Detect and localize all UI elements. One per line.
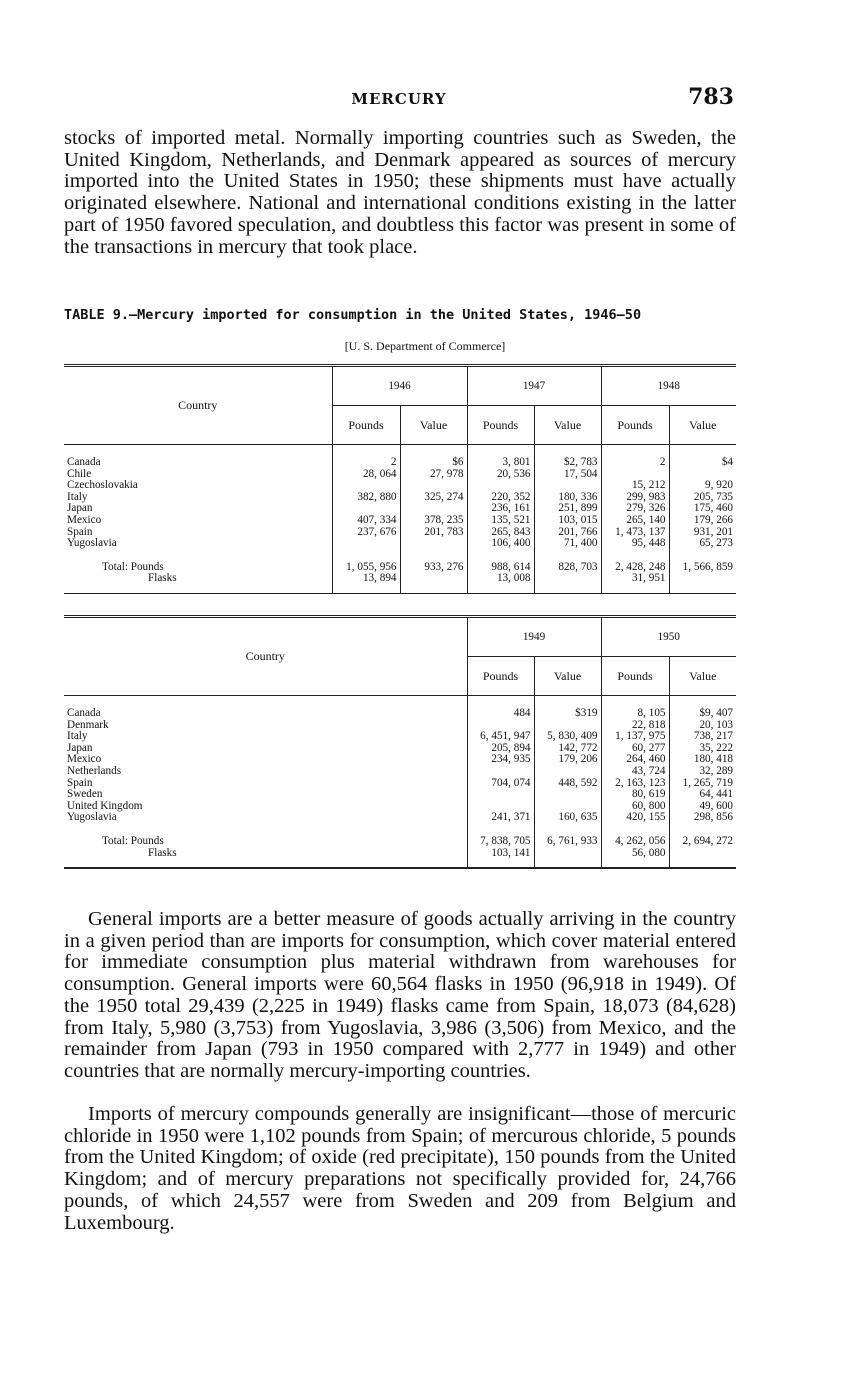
data-cell: 180, 336 [534, 492, 601, 504]
data-cell: 15, 212 [601, 480, 669, 492]
year-header: 1950 [601, 617, 736, 657]
data-cell [467, 789, 534, 801]
data-cell: 299, 983 [601, 492, 669, 504]
table-row [64, 708, 736, 720]
country-cell: Yugoslavia [67, 812, 117, 824]
table-row [64, 812, 736, 824]
total-cell: 2, 694, 272 [669, 836, 736, 848]
data-cell: 265, 140 [601, 515, 669, 527]
intro-paragraph: stocks of imported metal. Normally importing countries such as Sweden, the United Kingdom, Netherlands, and Denmark appeared as sources of mercury imported into the United States in 1950; these shipments must have actually originated elsewhere. National and international conditions existing in the latter part of 1950 favored speculation, and doubtless this factor was present in some of the transactions in mercury that took place. [64, 127, 736, 258]
data-cell: $6 [400, 457, 467, 469]
data-cell: 103, 015 [534, 515, 601, 527]
data-cell: 237, 676 [332, 527, 400, 539]
table-row [64, 789, 736, 801]
data-cell: 931, 201 [669, 527, 736, 539]
total-cell: 103, 141 [467, 848, 534, 860]
country-cell: Yugoslavia [67, 538, 117, 550]
data-cell: 382, 880 [332, 492, 400, 504]
data-cell: 220, 352 [467, 492, 534, 504]
total-cell: 13, 008 [467, 573, 534, 585]
data-cell: 241, 371 [467, 812, 534, 824]
data-cell: 407, 334 [332, 515, 400, 527]
country-cell: Canada [67, 457, 101, 468]
data-cell: 420, 155 [601, 812, 669, 824]
data-cell: 236, 161 [467, 503, 534, 515]
table-row [64, 457, 736, 469]
country-cell: Spain [67, 777, 93, 789]
data-cell: 205, 735 [669, 492, 736, 504]
country-cell: Italy [67, 731, 88, 743]
total-cell: 31, 951 [601, 573, 669, 585]
data-cell: 325, 274 [400, 492, 467, 504]
country-column-header: Country [64, 366, 332, 445]
data-cell: 5, 830, 409 [534, 731, 601, 743]
total-cell: 1, 566, 859 [669, 562, 736, 574]
data-cell [467, 766, 534, 778]
data-cell: 32, 289 [669, 766, 736, 778]
data-cell: 71, 400 [534, 538, 601, 550]
table-body [64, 445, 736, 594]
data-cell: $4 [669, 457, 736, 469]
data-cell: 234, 935 [467, 754, 534, 766]
total-cell: 13, 894 [332, 573, 400, 585]
data-cell: 95, 448 [601, 538, 669, 550]
data-cell: 20, 103 [669, 720, 736, 732]
pounds-column-header: Pounds [601, 657, 669, 696]
year-header: 1946 [332, 366, 467, 406]
country-cell: Italy [67, 491, 88, 503]
data-cell: 265, 843 [467, 527, 534, 539]
data-cell: 43, 724 [601, 766, 669, 778]
data-cell: 1, 265, 719 [669, 778, 736, 790]
data-cell: 378, 235 [400, 515, 467, 527]
table-row [64, 538, 736, 550]
data-cell: 27, 978 [400, 469, 467, 481]
total-pounds-row [64, 836, 736, 848]
data-cell: 2 [601, 457, 669, 469]
country-cell: United Kingdom [67, 800, 143, 812]
country-cell: Japan [67, 503, 93, 515]
total-cell: 56, 080 [601, 848, 669, 860]
total-cell [669, 573, 736, 585]
total-cell: 1, 055, 956 [332, 562, 400, 574]
data-cell: 6, 451, 947 [467, 731, 534, 743]
data-cell: 22, 818 [601, 720, 669, 732]
data-cell: 1, 473, 137 [601, 527, 669, 539]
data-cell: 484 [467, 708, 534, 720]
table-body [64, 696, 736, 869]
data-cell: 64, 441 [669, 789, 736, 801]
data-cell: 80, 619 [601, 789, 669, 801]
data-cell: 179, 266 [669, 515, 736, 527]
value-column-header: Value [400, 406, 467, 445]
data-cell: 8, 105 [601, 708, 669, 720]
data-cell: 448, 592 [534, 778, 601, 790]
data-cell: 179, 206 [534, 754, 601, 766]
data-cell: 49, 600 [669, 801, 736, 813]
country-cell: Mexico [67, 514, 102, 526]
pounds-column-header: Pounds [601, 406, 669, 445]
year-header: 1947 [467, 366, 601, 406]
data-cell: 2 [332, 457, 400, 469]
data-cell: $319 [534, 708, 601, 720]
total-label: Total: Pounds [102, 835, 164, 847]
page-number: 783 [688, 84, 734, 110]
data-cell: 3, 801 [467, 457, 534, 469]
total-cell [669, 848, 736, 860]
data-cell: 201, 766 [534, 527, 601, 539]
value-column-header: Value [534, 406, 601, 445]
total-cell: 933, 276 [400, 562, 467, 574]
data-cell: 201, 783 [400, 527, 467, 539]
total-cell: 2, 428, 248 [601, 562, 669, 574]
country-cell: Denmark [67, 719, 109, 731]
value-column-header: Value [669, 406, 736, 445]
country-cell: Netherlands [67, 765, 122, 777]
data-cell: 60, 800 [601, 801, 669, 813]
pounds-column-header: Pounds [332, 406, 400, 445]
total-cell [534, 848, 601, 860]
year-header: 1949 [467, 617, 601, 657]
pounds-column-header: Pounds [467, 657, 534, 696]
total-cell: 6, 761, 933 [534, 836, 601, 848]
general-imports-paragraph: General imports are a better measure of goods actually arriving in the country in a given period than are imports for consumption, which cover material entered for immediate consumption plus material withdrawn from warehouses for consumption. General imports were 60,564 flasks in 1950 (96,918 in 1949). Of the 1950 total 29,439 (2,225 in 1949) flasks came from Spain, 18,073 (84,628) from Italy, 5,980 (3,753) from Yugoslavia, 3,986 (3,506) from Mexico, and the remainder from Japan (793 in 1950 compared with 2,777 in 1949) and other countries that are normally mercury-importing countries. [64, 908, 736, 1082]
data-cell: 135, 521 [467, 515, 534, 527]
country-cell: Sweden [67, 789, 103, 801]
data-cell: 180, 418 [669, 754, 736, 766]
total-cell: 4, 262, 056 [601, 836, 669, 848]
table-source: [U. S. Department of Commerce] [344, 339, 506, 353]
total-cell: 7, 838, 705 [467, 836, 534, 848]
data-cell [534, 789, 601, 801]
total-label: Total: Pounds [102, 561, 164, 573]
data-cell: 106, 400 [467, 538, 534, 550]
data-cell: 205, 894 [467, 743, 534, 755]
data-cell: 17, 504 [534, 469, 601, 481]
total-cell [534, 573, 601, 585]
compounds-paragraph: Imports of mercury compounds generally are insignificant—those of mercuric chloride in 1950 were 1,102 pounds from Spain; of mercurous chloride, 5 pounds from the United Kingdom; of oxide (red precipitate), 150 pounds from the United Kingdom; and of mercury preparations not specifically provided for, 24,766 pounds, of which 24,557 were from Sweden and 209 from Belgium and Luxembourg. [64, 1103, 736, 1234]
country-column-header: Country [64, 617, 467, 696]
data-cell: 264, 460 [601, 754, 669, 766]
data-cell: 60, 277 [601, 743, 669, 755]
total-flasks-row [64, 848, 736, 860]
mercury-imports-table-1949-1950 [64, 615, 736, 869]
data-cell: 160, 635 [534, 812, 601, 824]
country-cell: Canada [67, 708, 101, 719]
data-cell: 65, 273 [669, 538, 736, 550]
running-title: MERCURY [351, 90, 447, 108]
country-cell: Chile [67, 468, 92, 480]
country-cell: Mexico [67, 754, 102, 766]
total-flasks-row [64, 573, 736, 585]
data-cell [534, 766, 601, 778]
table-title: TABLE 9.—Mercury imported for consumption in the United States, 1946–50 [64, 307, 642, 323]
table-row [64, 766, 736, 778]
data-cell: 20, 536 [467, 469, 534, 481]
data-cell: 175, 460 [669, 503, 736, 515]
value-column-header: Value [669, 657, 736, 696]
data-cell [332, 538, 400, 550]
data-cell: 35, 222 [669, 743, 736, 755]
data-cell: $2, 783 [534, 457, 601, 469]
total-cell [400, 573, 467, 585]
table-row [64, 515, 736, 527]
data-cell: 298, 856 [669, 812, 736, 824]
data-cell: 279, 326 [601, 503, 669, 515]
data-cell: 9, 920 [669, 480, 736, 492]
year-header: 1948 [601, 366, 736, 406]
data-cell: 704, 074 [467, 778, 534, 790]
data-cell: 251, 899 [534, 503, 601, 515]
data-cell: 142, 772 [534, 743, 601, 755]
data-cell: 738, 217 [669, 731, 736, 743]
data-cell: 2, 163, 123 [601, 778, 669, 790]
country-cell: Japan [67, 742, 93, 754]
flasks-label: Flasks [148, 573, 177, 585]
value-column-header: Value [534, 657, 601, 696]
running-head [64, 84, 734, 112]
total-cell: 828, 703 [534, 562, 601, 574]
country-cell: Czechoslovakia [67, 480, 138, 492]
mercury-imports-table-1946-1948 [64, 364, 736, 594]
data-cell: $9, 407 [669, 708, 736, 720]
data-cell: 28, 064 [332, 469, 400, 481]
data-cell [400, 538, 467, 550]
data-cell: 1, 137, 975 [601, 731, 669, 743]
flasks-label: Flasks [148, 847, 177, 859]
pounds-column-header: Pounds [467, 406, 534, 445]
country-cell: Spain [67, 526, 93, 538]
total-cell: 988, 614 [467, 562, 534, 574]
